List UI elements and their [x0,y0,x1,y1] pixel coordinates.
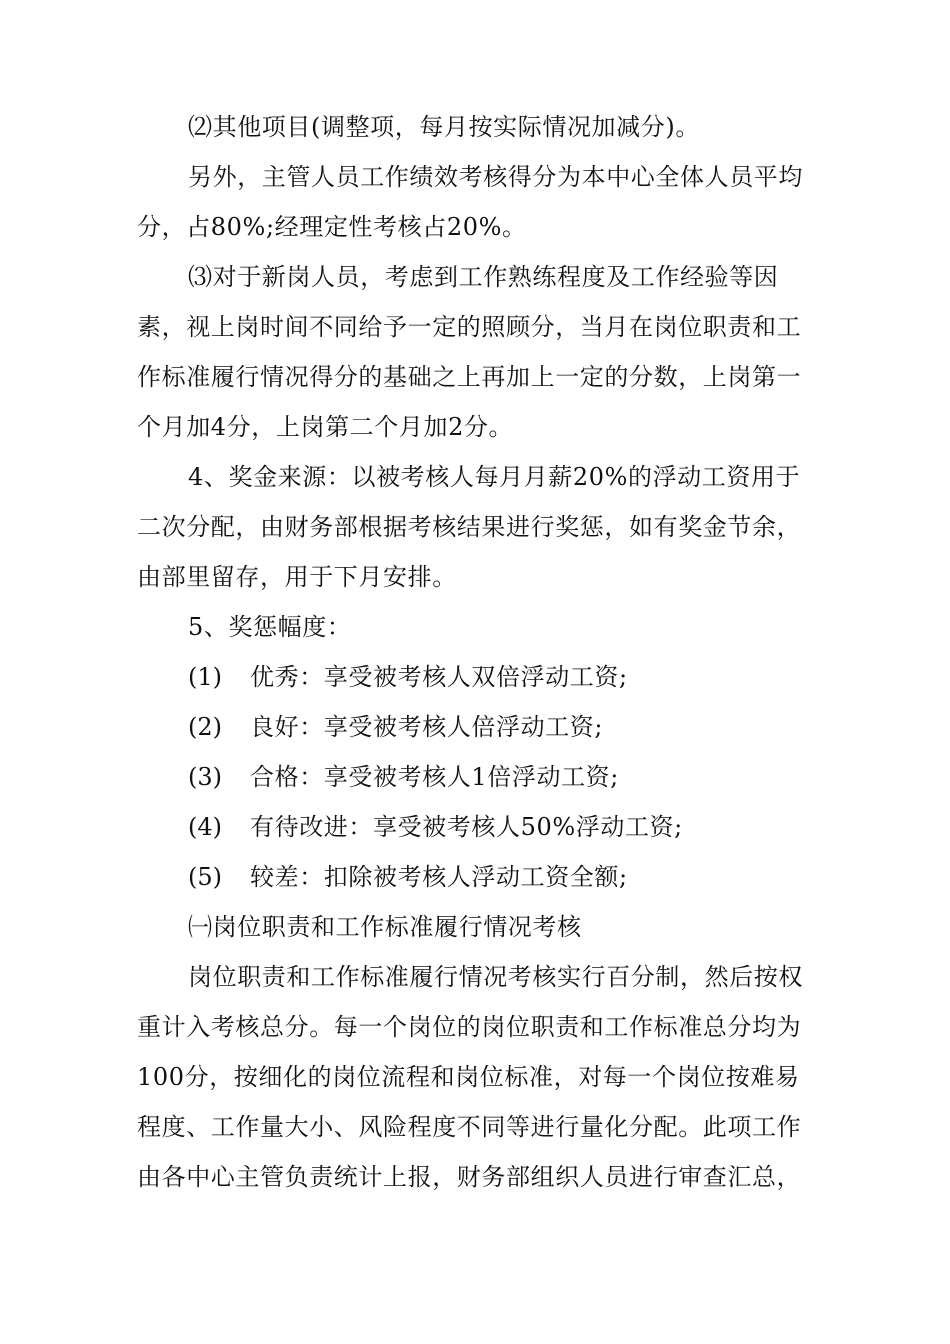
paragraph-line: 100分，按细化的岗位流程和岗位标准，对每一个岗位按难易 [137,1063,800,1091]
paragraph-line: ⑶对于新岗人员，考虑到工作熟练程度及工作经验等因 [188,263,779,291]
paragraph-line: 素，视上岗时间不同给予一定的照顾分，当月在岗位职责和工 [137,313,802,341]
list-item-number: (4) [188,813,222,841]
list-item-text: 有待改进：享受被考核人50%浮动工资; [250,813,683,841]
paragraph-line: 4、奖金来源：以被考核人每月月薪20%的浮动工资用于 [188,463,801,491]
paragraph-line: 个月加4分，上岗第二个月加2分。 [137,413,514,441]
list-item-number: (2) [188,713,222,741]
list-item-text: 良好：享受被考核人倍浮动工资; [250,713,604,741]
list-item-text: 较差：扣除被考核人浮动工资全额; [250,863,628,891]
paragraph-line: 二次分配，由财务部根据考核结果进行奖惩，如有奖金节余， [137,513,802,541]
paragraph-line: 另外，主管人员工作绩效考核得分为本中心全体人员平均 [188,163,803,191]
section-heading: ㈠岗位职责和工作标准履行情况考核 [188,913,582,941]
paragraph-line: 岗位职责和工作标准履行情况考核实行百分制，然后按权 [188,963,803,991]
paragraph-line: ⑵其他项目(调整项，每月按实际情况加减分)。 [188,113,700,141]
list-item-number: (5) [188,863,222,891]
paragraph-line: 重计入考核总分。每一个岗位的岗位职责和工作标准总分均为 [137,1013,802,1041]
paragraph-line: 分，占80%;经理定性考核占20%。 [137,213,527,241]
section-heading: 5、奖惩幅度： [188,613,352,641]
paragraph-line: 程度、工作量大小、风险程度不同等进行量化分配。此项工作 [137,1113,802,1141]
list-item-text: 合格：享受被考核人1倍浮动工资; [250,763,619,791]
paragraph-line: 由各中心主管负责统计上报，财务部组织人员进行审查汇总， [137,1163,802,1191]
paragraph-line: 由部里留存，用于下月安排。 [137,563,457,591]
list-item-number: (1) [188,663,222,691]
list-item-text: 优秀：享受被考核人双倍浮动工资; [250,663,628,691]
list-item-number: (3) [188,763,222,791]
paragraph-line: 作标准履行情况得分的基础之上再加上一定的分数，上岗第一 [137,363,802,391]
